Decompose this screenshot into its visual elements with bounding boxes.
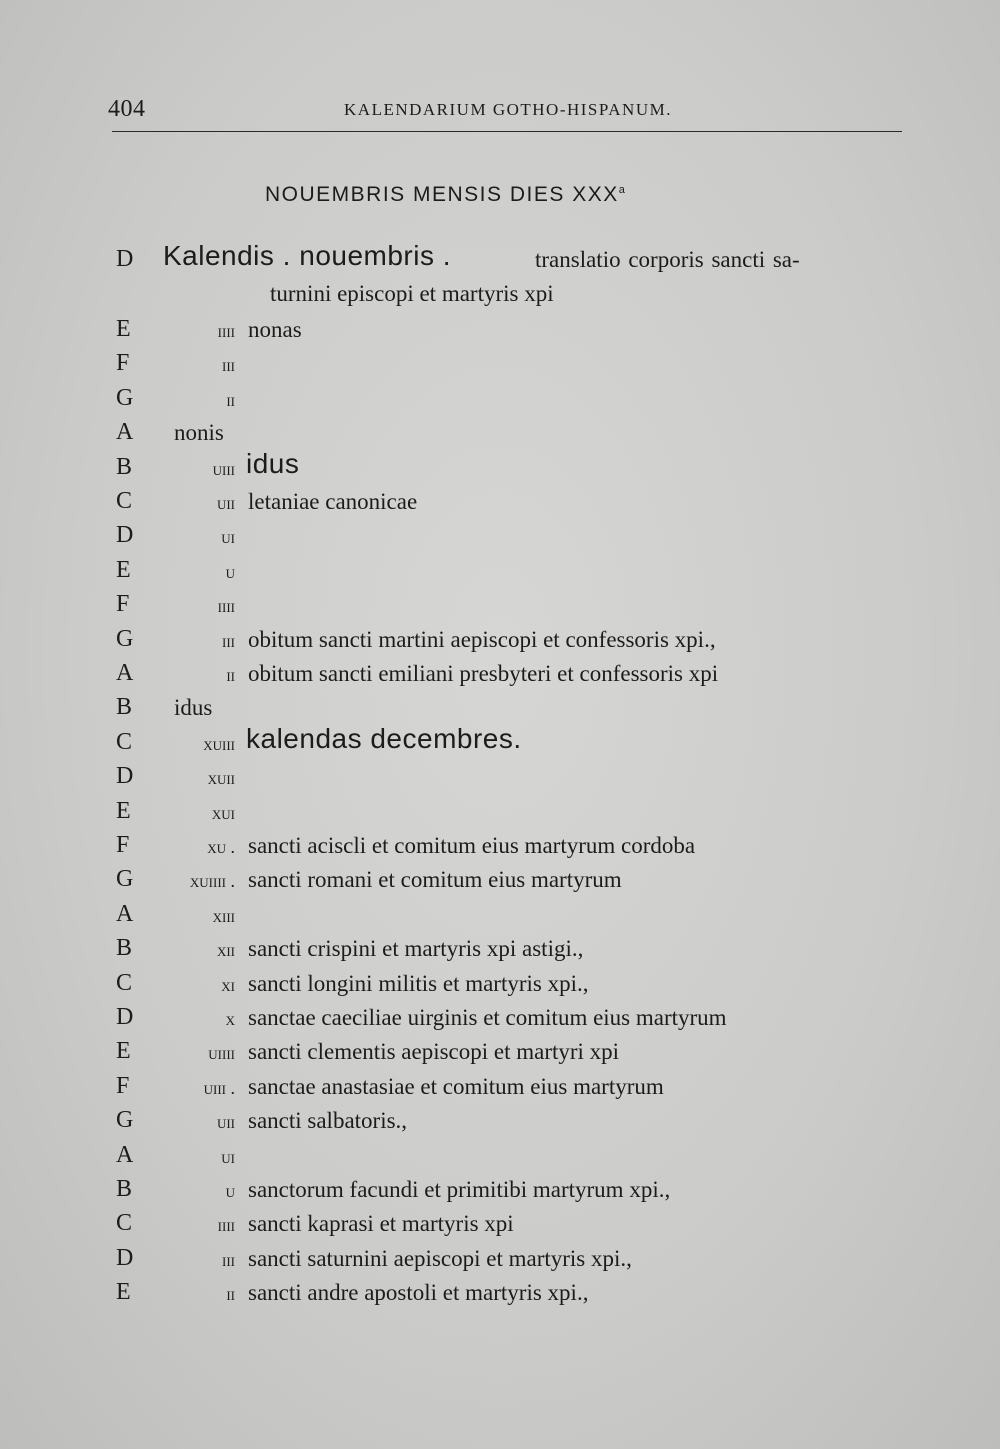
dominical-letter: G — [116, 625, 134, 652]
roman-day-count: x — [225, 1009, 235, 1029]
entry-heading: Kalendis . nouembris . — [163, 240, 452, 271]
dominical-letter: C — [116, 728, 133, 755]
dominical-letter: F — [116, 591, 130, 618]
calendar-row — [0, 624, 1000, 658]
roman-day-count: uii — [216, 1112, 235, 1133]
calendar-row — [0, 589, 1000, 623]
roman-day-count: ii — [226, 389, 235, 410]
roman-day-count: iiii — [217, 321, 235, 341]
calendar-row — [0, 933, 1000, 967]
roman-day-count: ii — [226, 1284, 235, 1305]
roman-day-count: xu . — [207, 837, 235, 857]
calendar-row — [0, 1243, 1000, 1277]
calendar-row — [0, 383, 1000, 417]
roman-day-count: xuii — [207, 768, 235, 789]
calendar-row — [0, 1105, 1000, 1139]
dominical-letter: E — [116, 797, 131, 824]
entry-text: idus — [246, 447, 300, 479]
dominical-letter: B — [116, 694, 133, 721]
roman-day-count: xuiiii . — [189, 871, 235, 892]
dominical-letter: A — [116, 660, 134, 686]
roman-day-count: iii — [222, 1249, 235, 1270]
entry-text: sanctorum facundi et primitibi martyrum xpi., — [248, 1177, 671, 1202]
calendar-row — [0, 447, 1000, 486]
month-title-text: NOUEMBRIS MENSIS DIES XXX — [265, 183, 619, 206]
calendar-row — [0, 899, 1000, 933]
entry-text: sanctae anastasiae et comitum eius martyrum — [248, 1073, 664, 1099]
entry-text: sancti longini militis et martyris xpi., — [248, 970, 589, 996]
calendar-row — [0, 1174, 1000, 1208]
roman-day-count: iii — [222, 355, 235, 376]
calendar-row — [0, 417, 1000, 451]
entry-text: translatio corporis sancti sa- — [535, 247, 800, 272]
roman-day-count: ui — [221, 527, 235, 548]
dominical-letter: E — [116, 1038, 131, 1065]
calendar-row — [0, 692, 1000, 726]
calendar-row — [0, 555, 1000, 589]
roman-day-count: ii — [226, 665, 235, 685]
dominical-letter: E — [116, 556, 131, 583]
dominical-letter: C — [116, 1210, 133, 1237]
running-title: KALENDARIUM GOTHO-HISPANUM. — [344, 100, 672, 119]
entry-text: sancti romani et comitum eius martyrum — [248, 867, 622, 893]
dominical-letter: E — [116, 1279, 131, 1306]
entry-text: obitum sancti martini aepiscopi et confessoris xpi., — [248, 626, 716, 652]
roman-day-count: iiii — [217, 1215, 235, 1236]
dominical-letter: D — [116, 246, 134, 272]
calendar-row — [0, 830, 1000, 864]
calendar-row — [0, 1071, 1000, 1105]
calendar-row — [0, 968, 1000, 1002]
entry-text: kalendas decembres. — [246, 722, 522, 754]
roman-day-count: u — [225, 1181, 235, 1201]
calendar-row — [0, 1036, 1000, 1070]
dominical-letter: F — [116, 1072, 130, 1099]
entry-text: sancti salbatoris., — [248, 1108, 408, 1134]
roman-day-count: xii — [216, 940, 235, 961]
dominical-letter: G — [116, 1107, 134, 1134]
entry-text: letaniae canonicae — [248, 489, 418, 514]
calendar-row — [0, 1140, 1000, 1174]
dominical-letter: D — [116, 1004, 134, 1030]
dominical-letter: B — [116, 935, 133, 962]
entry-text: obitum sancti emiliani presbyteri et confessoris xpi — [248, 661, 719, 686]
calendar-row — [0, 864, 1000, 898]
dominical-letter: D — [116, 763, 134, 790]
roman-day-count: iiii — [217, 596, 235, 617]
calendar-row — [0, 722, 1000, 761]
calendar-row — [0, 314, 1000, 348]
entry-text: sanctae caeciliae uirginis et comitum eius martyrum — [248, 1005, 727, 1030]
entry-text: sancti andre apostoli et martyris xpi., — [248, 1280, 589, 1306]
calendar-row — [0, 1277, 1000, 1311]
roman-day-count: uiiii — [208, 1043, 235, 1064]
calendar-row — [0, 1208, 1000, 1242]
calendar-row — [0, 796, 1000, 830]
dominical-letter: B — [116, 1176, 133, 1202]
roman-day-count: xiii — [212, 905, 235, 926]
roman-day-count: ui — [221, 1146, 235, 1167]
dominical-letter: E — [116, 316, 131, 342]
entry-text: sancti kaprasi et martyris xpi — [248, 1211, 514, 1237]
dominical-letter: G — [116, 384, 134, 411]
page-number: 404 — [108, 96, 146, 122]
entry-continuation: turnini episcopi et martyris xpi — [270, 281, 554, 306]
dominical-letter: D — [116, 1244, 134, 1271]
roman-day-count: uiii — [212, 458, 235, 479]
roman-day-count: xi — [221, 974, 235, 995]
dominical-letter: C — [116, 969, 133, 996]
dominical-letter: F — [116, 832, 130, 858]
dominical-letter: A — [116, 419, 134, 446]
entry-text: idus — [174, 695, 213, 721]
dominical-letter: F — [116, 350, 130, 377]
entry-text: nonis — [174, 420, 224, 446]
dominical-letter: C — [116, 488, 133, 514]
calendar-row — [0, 486, 1000, 520]
dominical-letter: B — [116, 453, 133, 480]
month-title-superscript: a — [618, 184, 625, 196]
entry-text: nonas — [248, 317, 302, 342]
roman-day-count: iii — [222, 630, 235, 651]
roman-day-count: uii — [216, 493, 235, 513]
calendar-row — [0, 658, 1000, 692]
calendar-row — [0, 761, 1000, 795]
entry-text: sancti crispini et martyris xpi astigi., — [248, 936, 584, 962]
dominical-letter: D — [116, 522, 134, 549]
entry-text: sancti aciscli et comitum eius martyrum cordoba — [248, 833, 696, 858]
roman-day-count: u — [225, 561, 235, 582]
dominical-letter: A — [116, 900, 134, 927]
entry-text: sancti saturnini aepiscopi et martyris xpi., — [248, 1245, 632, 1271]
roman-day-count: uiii . — [203, 1077, 235, 1098]
entry-text: sancti clementis aepiscopi et martyri xpi — [248, 1039, 620, 1065]
dominical-letter: G — [116, 866, 134, 893]
calendar-row — [0, 1002, 1000, 1036]
calendar-row — [0, 348, 1000, 382]
roman-day-count: xuiii — [203, 733, 235, 754]
dominical-letter: A — [116, 1141, 134, 1168]
roman-day-count: xui — [211, 802, 235, 823]
calendar-row — [0, 520, 1000, 554]
